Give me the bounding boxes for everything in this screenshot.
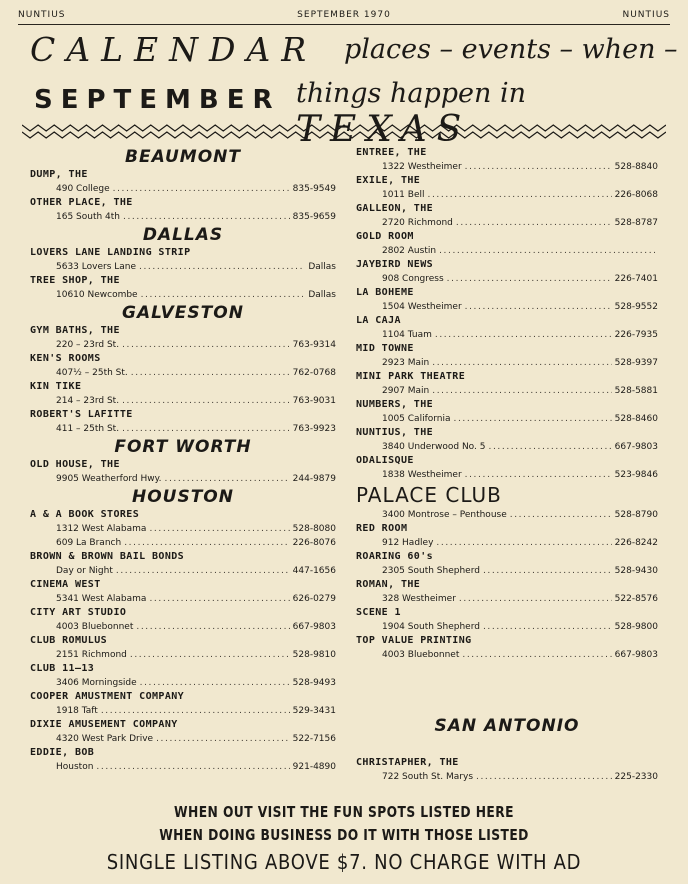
listing-address: Day or Night bbox=[56, 566, 113, 576]
city-heading: GALVESTON bbox=[122, 303, 244, 323]
listing-phone: 529-3431 bbox=[292, 706, 336, 716]
leader-dots bbox=[456, 216, 612, 230]
listing-address: 2720 Richmond bbox=[382, 218, 453, 228]
listing bbox=[356, 286, 658, 314]
listing bbox=[30, 550, 336, 578]
leader-dots bbox=[432, 384, 611, 398]
leader-dots bbox=[113, 182, 290, 196]
listing-phone: 226-8068 bbox=[614, 190, 658, 200]
listing-line bbox=[30, 422, 336, 436]
listing bbox=[30, 408, 336, 436]
listing-address: 2923 Main bbox=[382, 358, 430, 368]
listing bbox=[30, 578, 336, 606]
listing-name: BROWN & BROWN BAIL BONDS bbox=[30, 551, 185, 562]
listing-address: Houston bbox=[56, 762, 94, 772]
listing bbox=[356, 230, 658, 258]
listing-phone: 763-9314 bbox=[292, 340, 336, 350]
listing-line bbox=[30, 564, 336, 578]
listing-address: 1312 West Alabama bbox=[56, 524, 147, 534]
listing-line bbox=[356, 328, 658, 342]
footer-line-2: WHEN DOING BUSINESS DO IT WITH THOSE LISTED bbox=[159, 826, 529, 844]
listing-address: 490 College bbox=[56, 184, 110, 194]
listing-phone: 528-9430 bbox=[614, 566, 658, 576]
listing-line bbox=[356, 356, 658, 370]
listing-address: 4003 Bluebonnet bbox=[56, 622, 134, 632]
listing-line bbox=[356, 564, 658, 578]
listing-name: KEN'S ROOMS bbox=[30, 353, 101, 364]
masthead-tagline-1: places – events – when – bbox=[344, 34, 678, 65]
listing-address: 2305 South Shepherd bbox=[382, 566, 480, 576]
footer-line-1: WHEN OUT VISIT THE FUN SPOTS LISTED HERE bbox=[174, 803, 514, 821]
listing-phone: 528-8840 bbox=[614, 162, 658, 172]
listing-phone: 762-0768 bbox=[292, 368, 336, 378]
tagline-2-text: things happen in bbox=[296, 78, 527, 109]
listing-address: 220 – 23rd St. bbox=[56, 340, 120, 350]
listing-address: 1104 Tuam bbox=[382, 330, 432, 340]
listing-line bbox=[30, 366, 336, 380]
listing-line bbox=[356, 620, 658, 634]
listing bbox=[356, 756, 658, 784]
listing-name: LOVERS LANE LANDING STRIP bbox=[30, 247, 191, 258]
listing-line bbox=[356, 648, 658, 662]
listing-address: 3406 Morningside bbox=[56, 678, 137, 688]
listing-line bbox=[356, 536, 658, 550]
listing-name: ROBERT'S LAFITTE bbox=[30, 409, 133, 420]
listing-phone: 523-9846 bbox=[614, 470, 658, 480]
listing bbox=[30, 746, 336, 774]
listing-address: 10610 Newcombe bbox=[56, 290, 138, 300]
listing-phone: 528-9810 bbox=[292, 650, 336, 660]
listing-name: RED ROOM bbox=[356, 523, 408, 534]
listing-phone: 528-8790 bbox=[614, 510, 658, 520]
listing-address: 1918 Taft bbox=[56, 706, 98, 716]
listing-name: SCENE 1 bbox=[356, 607, 401, 618]
leader-dots bbox=[164, 472, 289, 486]
listing-phone: 447-1656 bbox=[292, 566, 336, 576]
listing bbox=[356, 146, 658, 174]
right-column bbox=[356, 146, 658, 784]
masthead-month: SEPTEMBER bbox=[34, 85, 281, 115]
listing-name: COOPER AMUSTMENT COMPANY bbox=[30, 691, 185, 702]
left-column bbox=[30, 146, 336, 774]
city-heading: SAN ANTONIO bbox=[434, 716, 580, 736]
listing-phone: 522-8576 bbox=[614, 594, 658, 604]
city-heading: FORT WORTH bbox=[114, 437, 252, 457]
leader-dots bbox=[124, 536, 289, 550]
listing-line bbox=[356, 384, 658, 398]
masthead-state: TEXAS bbox=[296, 109, 472, 150]
leader-dots bbox=[131, 366, 290, 380]
leader-dots bbox=[149, 522, 289, 536]
listing bbox=[30, 168, 336, 196]
listing-phone: 226-7401 bbox=[614, 274, 658, 284]
listing-address: 5341 West Alabama bbox=[56, 594, 147, 604]
listing-address: 1005 California bbox=[382, 414, 451, 424]
listing-address: 165 South 4th bbox=[56, 212, 121, 222]
listing-name: CITY ART STUDIO bbox=[30, 607, 127, 618]
listing bbox=[30, 324, 336, 352]
listing-address: 4320 West Park Drive bbox=[56, 734, 154, 744]
listing-line bbox=[356, 440, 658, 454]
listing-phone: Dallas bbox=[308, 290, 336, 300]
masthead-calendar: CALENDAR bbox=[30, 30, 318, 69]
listing-name: CLUB 11–13 bbox=[30, 663, 95, 674]
listing bbox=[30, 246, 336, 274]
listing bbox=[30, 380, 336, 408]
listing-address: 722 South St. Marys bbox=[382, 772, 474, 782]
leader-dots bbox=[101, 704, 290, 718]
listing-phone: 528-9493 bbox=[292, 678, 336, 688]
listing-name: ODALISQUE bbox=[356, 455, 414, 466]
listing-address: 9905 Weatherford Hwy. bbox=[56, 474, 162, 484]
listing-phone: 626-0279 bbox=[292, 594, 336, 604]
listing-phone: 528-9397 bbox=[614, 358, 658, 368]
listing-name: MID TOWNE bbox=[356, 343, 414, 354]
listing bbox=[356, 258, 658, 286]
listing-name: CLUB ROMULUS bbox=[30, 635, 108, 646]
listing-phone: 921-4890 bbox=[292, 762, 336, 772]
listing-name: TREE SHOP, THE bbox=[30, 275, 120, 286]
listing bbox=[356, 174, 658, 202]
listing-address: 908 Congress bbox=[382, 274, 444, 284]
listing-line bbox=[356, 592, 658, 606]
listing-address: 2907 Main bbox=[382, 386, 430, 396]
listing-name: A & A BOOK STORES bbox=[30, 509, 140, 520]
header-center: SEPTEMBER 1970 bbox=[297, 10, 391, 20]
listing-line bbox=[30, 704, 336, 718]
listing-name: OLD HOUSE, THE bbox=[30, 459, 120, 470]
leader-dots bbox=[432, 356, 611, 370]
listing bbox=[356, 426, 658, 454]
listing-name: EXILE, THE bbox=[356, 175, 421, 186]
listing-line bbox=[30, 288, 336, 302]
listing-line bbox=[30, 394, 336, 408]
listing-phone: 763-9923 bbox=[292, 424, 336, 434]
listing-name: OTHER PLACE, THE bbox=[30, 197, 133, 208]
listing-line bbox=[30, 732, 336, 746]
listing-name: LA BOHEME bbox=[356, 287, 414, 298]
header-right: NUNTIUS bbox=[622, 10, 670, 20]
listing bbox=[30, 508, 336, 550]
listing-phone: 226-8242 bbox=[614, 538, 658, 548]
listing-address: 328 Westheimer bbox=[382, 594, 456, 604]
listing-phone: 835-9549 bbox=[292, 184, 336, 194]
listing-line bbox=[356, 468, 658, 482]
listing-phone: 244-9879 bbox=[292, 474, 336, 484]
listing-line bbox=[356, 244, 658, 258]
leader-dots bbox=[454, 412, 612, 426]
listing-phone: 225-2330 bbox=[614, 772, 658, 782]
listing-line bbox=[356, 300, 658, 314]
listing bbox=[30, 690, 336, 718]
listing-address: 1011 Bell bbox=[382, 190, 425, 200]
listing-address: 214 – 23rd St. bbox=[56, 396, 120, 406]
listing-name: DUMP, THE bbox=[30, 169, 88, 180]
listing bbox=[356, 370, 658, 398]
listing-phone: 528-8460 bbox=[614, 414, 658, 424]
listing-phone: 226-7935 bbox=[614, 330, 658, 340]
listing bbox=[356, 606, 658, 634]
listing-phone: 528-9800 bbox=[614, 622, 658, 632]
listing-address: 2151 Richmond bbox=[56, 650, 127, 660]
leader-dots bbox=[459, 592, 612, 606]
listing bbox=[356, 202, 658, 230]
listing-line bbox=[30, 648, 336, 662]
listing-line bbox=[30, 676, 336, 690]
listing-line bbox=[30, 620, 336, 634]
listing-line bbox=[356, 412, 658, 426]
leader-dots bbox=[122, 394, 290, 408]
listing-name: GYM BATHS, THE bbox=[30, 325, 120, 336]
listing-name: NUNTIUS, THE bbox=[356, 427, 434, 438]
listing-phone: Dallas bbox=[308, 262, 336, 272]
listing-line bbox=[356, 272, 658, 286]
listing-address: 4003 Bluebonnet bbox=[382, 650, 460, 660]
listing-line bbox=[356, 508, 658, 522]
header-left: NUNTIUS bbox=[18, 10, 66, 20]
listing-name: LA CAJA bbox=[356, 315, 401, 326]
listing-address: 3840 Underwood No. 5 bbox=[382, 442, 486, 452]
listing-line bbox=[30, 210, 336, 224]
listing-address: 3400 Montrose – Penthouse bbox=[382, 510, 507, 520]
leader-dots bbox=[439, 244, 655, 258]
listing-phone: 528-9552 bbox=[614, 302, 658, 312]
leader-dots bbox=[122, 338, 290, 352]
listing bbox=[30, 352, 336, 380]
listing-name: DIXIE AMUSEMENT COMPANY bbox=[30, 719, 178, 730]
leader-dots bbox=[488, 440, 611, 454]
listing bbox=[356, 398, 658, 426]
listing-line bbox=[30, 592, 336, 606]
listing bbox=[356, 314, 658, 342]
listing bbox=[356, 578, 658, 606]
listing-line bbox=[30, 338, 336, 352]
listing-address: 912 Hadley bbox=[382, 538, 434, 548]
leader-dots bbox=[139, 260, 305, 274]
leader-dots bbox=[465, 160, 612, 174]
listing-phone: 667-9803 bbox=[614, 650, 658, 660]
listing bbox=[356, 634, 658, 662]
listing-line bbox=[30, 522, 336, 536]
city-heading: DALLAS bbox=[142, 225, 224, 245]
listing-line bbox=[30, 182, 336, 196]
leader-dots bbox=[447, 272, 612, 286]
leader-dots bbox=[435, 328, 612, 342]
listing bbox=[356, 342, 658, 370]
leader-dots bbox=[96, 760, 289, 774]
listing-line bbox=[30, 260, 336, 274]
listing bbox=[30, 274, 336, 302]
listing-address: 1838 Westheimer bbox=[382, 470, 462, 480]
listing-line bbox=[30, 536, 336, 550]
leader-dots bbox=[122, 422, 290, 436]
listing-name: KIN TIKE bbox=[30, 381, 82, 392]
listing-name: JAYBIRD NEWS bbox=[356, 259, 434, 270]
listing-phone: 763-9031 bbox=[292, 396, 336, 406]
listing-address: 1904 South Shepherd bbox=[382, 622, 480, 632]
listing-phone: 522-7156 bbox=[292, 734, 336, 744]
leader-dots bbox=[141, 288, 306, 302]
listing bbox=[30, 718, 336, 746]
listing-line bbox=[30, 472, 336, 486]
leader-dots bbox=[483, 620, 612, 634]
leader-dots bbox=[136, 620, 289, 634]
listing-name: ROARING 60's bbox=[356, 551, 434, 562]
listing bbox=[30, 662, 336, 690]
listing-address: 5633 Lovers Lane bbox=[56, 262, 137, 272]
listing-address: 407½ – 25th St. bbox=[56, 368, 128, 378]
city-heading: HOUSTON bbox=[131, 487, 234, 507]
listing-phone: 226-8076 bbox=[292, 538, 336, 548]
listing bbox=[356, 550, 658, 578]
listing-address: 1504 Westheimer bbox=[382, 302, 462, 312]
leader-dots bbox=[140, 676, 290, 690]
city-heading: BEAUMONT bbox=[125, 147, 241, 167]
listing-name: CHRISTAPHER, THE bbox=[356, 757, 459, 768]
listing-address: 1322 Westheimer bbox=[382, 162, 462, 172]
zigzag-divider bbox=[22, 124, 666, 140]
listing bbox=[30, 196, 336, 224]
leader-dots bbox=[130, 648, 290, 662]
listing-phone: 528-8080 bbox=[292, 524, 336, 534]
footer-line-3: SINGLE LISTING ABOVE $7. NO CHARGE WITH AD bbox=[106, 850, 582, 874]
listing-line bbox=[356, 770, 658, 784]
leader-dots bbox=[465, 468, 612, 482]
listing-phone: 528-5881 bbox=[614, 386, 658, 396]
leader-dots bbox=[510, 508, 612, 522]
listing-phone: 528-8787 bbox=[614, 218, 658, 228]
listing-name: PALACE CLUB bbox=[356, 483, 502, 507]
listing-name: GALLEON, THE bbox=[356, 203, 434, 214]
listing bbox=[30, 606, 336, 634]
listing-address: 411 – 25th St. bbox=[56, 424, 120, 434]
listing-phone: 667-9803 bbox=[292, 622, 336, 632]
listing-name: CINEMA WEST bbox=[30, 579, 101, 590]
listing bbox=[356, 454, 658, 482]
listing-name: MINI PARK THEATRE bbox=[356, 371, 466, 382]
listing-line bbox=[30, 760, 336, 774]
running-header bbox=[18, 8, 670, 22]
leader-dots bbox=[123, 210, 290, 224]
listing-name: GOLD ROOM bbox=[356, 231, 414, 242]
listing-name: TOP VALUE PRINTING bbox=[356, 635, 472, 646]
listing-line bbox=[356, 216, 658, 230]
listing-line bbox=[356, 188, 658, 202]
leader-dots bbox=[476, 770, 612, 784]
leader-dots bbox=[436, 536, 611, 550]
listing-phone: 667-9803 bbox=[614, 442, 658, 452]
listing-name: NUMBERS, THE bbox=[356, 399, 434, 410]
listing bbox=[356, 522, 658, 550]
listing-address: 2802 Austin bbox=[382, 246, 437, 256]
leader-dots bbox=[465, 300, 612, 314]
leader-dots bbox=[483, 564, 612, 578]
leader-dots bbox=[116, 564, 290, 578]
listing-name: ROMAN, THE bbox=[356, 579, 421, 590]
listing bbox=[356, 482, 658, 522]
listing-address: 609 La Branch bbox=[56, 538, 122, 548]
listing-line bbox=[356, 160, 658, 174]
listing-name: ENTREE, THE bbox=[356, 147, 427, 158]
leader-dots bbox=[427, 188, 611, 202]
listing-phone: 835-9659 bbox=[292, 212, 336, 222]
leader-dots bbox=[462, 648, 611, 662]
leader-dots bbox=[156, 732, 290, 746]
listing-name: EDDIE, BOB bbox=[30, 747, 95, 758]
listing bbox=[30, 634, 336, 662]
listing bbox=[30, 458, 336, 486]
header-rule bbox=[18, 24, 670, 25]
leader-dots bbox=[149, 592, 289, 606]
